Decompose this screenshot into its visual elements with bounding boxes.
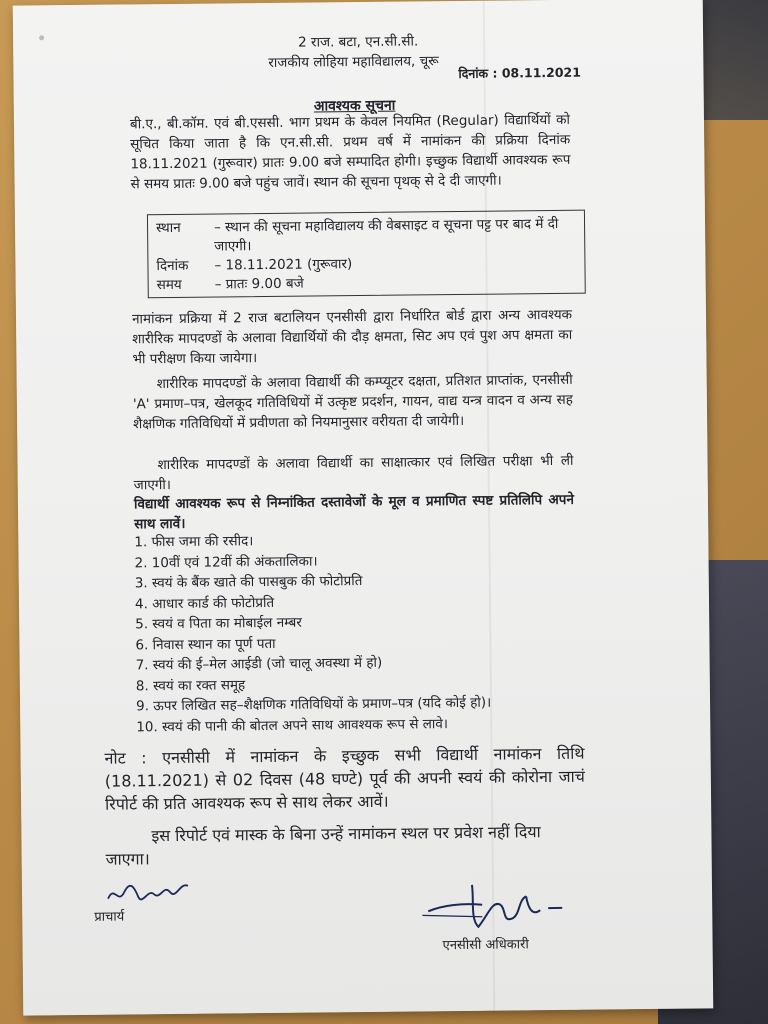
info-box (147, 210, 586, 299)
list-item: 1. फीस जमा की रसीद। (134, 533, 254, 551)
info-row-place (156, 215, 576, 257)
list-item: 3. स्वयं के बैंक खाते की पासबुक की फोटोप्रति (134, 573, 363, 592)
covid-note: नोट : एनसीसी में नामांकन के इच्छुक सभी विद्यार्थी नामांकन तिथि (18.11.2021) से 02 दिवस (48 घण्टे) पूर्व की अपनी स्वयं की कोरोना जाचं रिपोर्ट की प्रति आवश्यक रूप से साथ लेकर आवें। (104, 743, 585, 814)
info-label: दिनांक (156, 257, 189, 275)
list-item: 8. स्वयं का रक्त समूह (135, 676, 246, 694)
header-college: राजकीय लोहिया महाविद्यालय, चूरू (268, 53, 439, 71)
info-value: – 18.11.2021 (गुरूवार) (214, 256, 353, 274)
list-item: 7. स्वयं की ई–मेल आईडी (जो चालू अवस्था में हो) (135, 654, 383, 674)
list-item: 2. 10वीं एवं 12वीं की अंकतालिका। (134, 552, 318, 571)
officer-signature (422, 874, 573, 936)
info-value: – प्रातः 9.00 बजे (214, 275, 304, 293)
documents-list (134, 529, 491, 738)
info-label: स्थान (155, 219, 181, 237)
list-item: 4. आधार कार्ड की फोटोप्रति (134, 594, 275, 612)
exam-paragraph: शारीरिक मापदण्डों के अलावा विद्यार्थी का साक्षात्कार एवं लिखित परीक्षा भी ली जाएगी। (133, 452, 574, 494)
list-item: 9. ऊपर लिखित सह–शैक्षणिक गतिविधियों के प्रमाण–पत्र (यदि कोई हो)। (135, 694, 492, 715)
intro-paragraph: बी.ए., बी.कॉम. एवं बी.एससी. भाग प्रथम के केवल नियमित (Regular) विद्यार्थियों को सूचित किया जाता है कि एन.सी.सी. प्रथम वर्ष में नामांकन की प्रक्रिया दिनांक 18.11.2021 (गुरूवार) प्रातः 9.00 बजे सम्पादित होगी। इच्छुक विद्यार्थी आवश्यक रूप से समय प्रातः 9.00 बजे पहुंच जावें। स्थान की सूचना पृथक् से दे दी जाएगी। (129, 111, 571, 193)
list-item: 5. स्वयं व पिता का मोबाईल नम्बर (135, 614, 302, 633)
header-unit: 2 राज. बटा, एन.सी.सी. (298, 33, 419, 51)
info-value: – स्थान की सूचना महाविद्यालय की वेबसाइट व सूचना पट्ट पर बाद में दी जाएगी। (213, 215, 559, 255)
principal-title: प्राचार्य (94, 909, 125, 925)
notice-title: आवश्यक सूचना (313, 97, 396, 115)
officer-title: एनसीसी अधिकारी (442, 937, 529, 954)
info-label: समय (156, 276, 182, 294)
info-row-time (157, 272, 577, 295)
process-paragraph: नामांकन प्रक्रिया में 2 राज बटालियन एनसीसी द्वारा निर्धारित बोर्ड द्वारा अन्य आवश्यक शारीरिक मापदण्डों के अलावा विद्यार्थियों की दौड़ क्षमता, सिट अप एवं पुश अप क्षमता का भी परीक्षण किया जायेगा। (131, 306, 573, 368)
notice-date: दिनांक : 08.11.2021 (458, 64, 581, 81)
principal-signature (104, 874, 194, 909)
paper-mark (39, 35, 44, 40)
preference-paragraph: शारीरिक मापदण्डों के अलावा विद्यार्थी की कम्प्यूटर दक्षता, प्रतिशत प्राप्तांक, एनसीसी 'A' प्रमाण–पत्र, खेलकूद गतिविधियों में उत्कृष्ट प्रदर्शन, गायन, वाद्य यन्त्र वादन व अन्य सह शैक्षणिक गतिविधियों में प्रवीणता को नियमानुसार वरीयता दी जायेगी। (132, 371, 573, 433)
mask-note: इस रिपोर्ट एवं मास्क के बिना उन्हें नामांकन स्थल पर प्रवेश नहीं दिया जाएगा। (105, 822, 541, 869)
documents-intro: विद्यार्थी आवश्यक रूप से निम्नांकित दस्तावेजों के मूल व प्रमाणित स्पष्ट प्रतिलिपि अपने साथ लावें। (133, 491, 575, 533)
list-item: 6. निवास स्थान का पूर्ण पता (135, 635, 276, 653)
list-item: 10. स्वयं की पानी की बोतल अपने साथ आवश्यक रूप से लावे। (136, 715, 449, 735)
notice-paper (13, 0, 714, 1016)
